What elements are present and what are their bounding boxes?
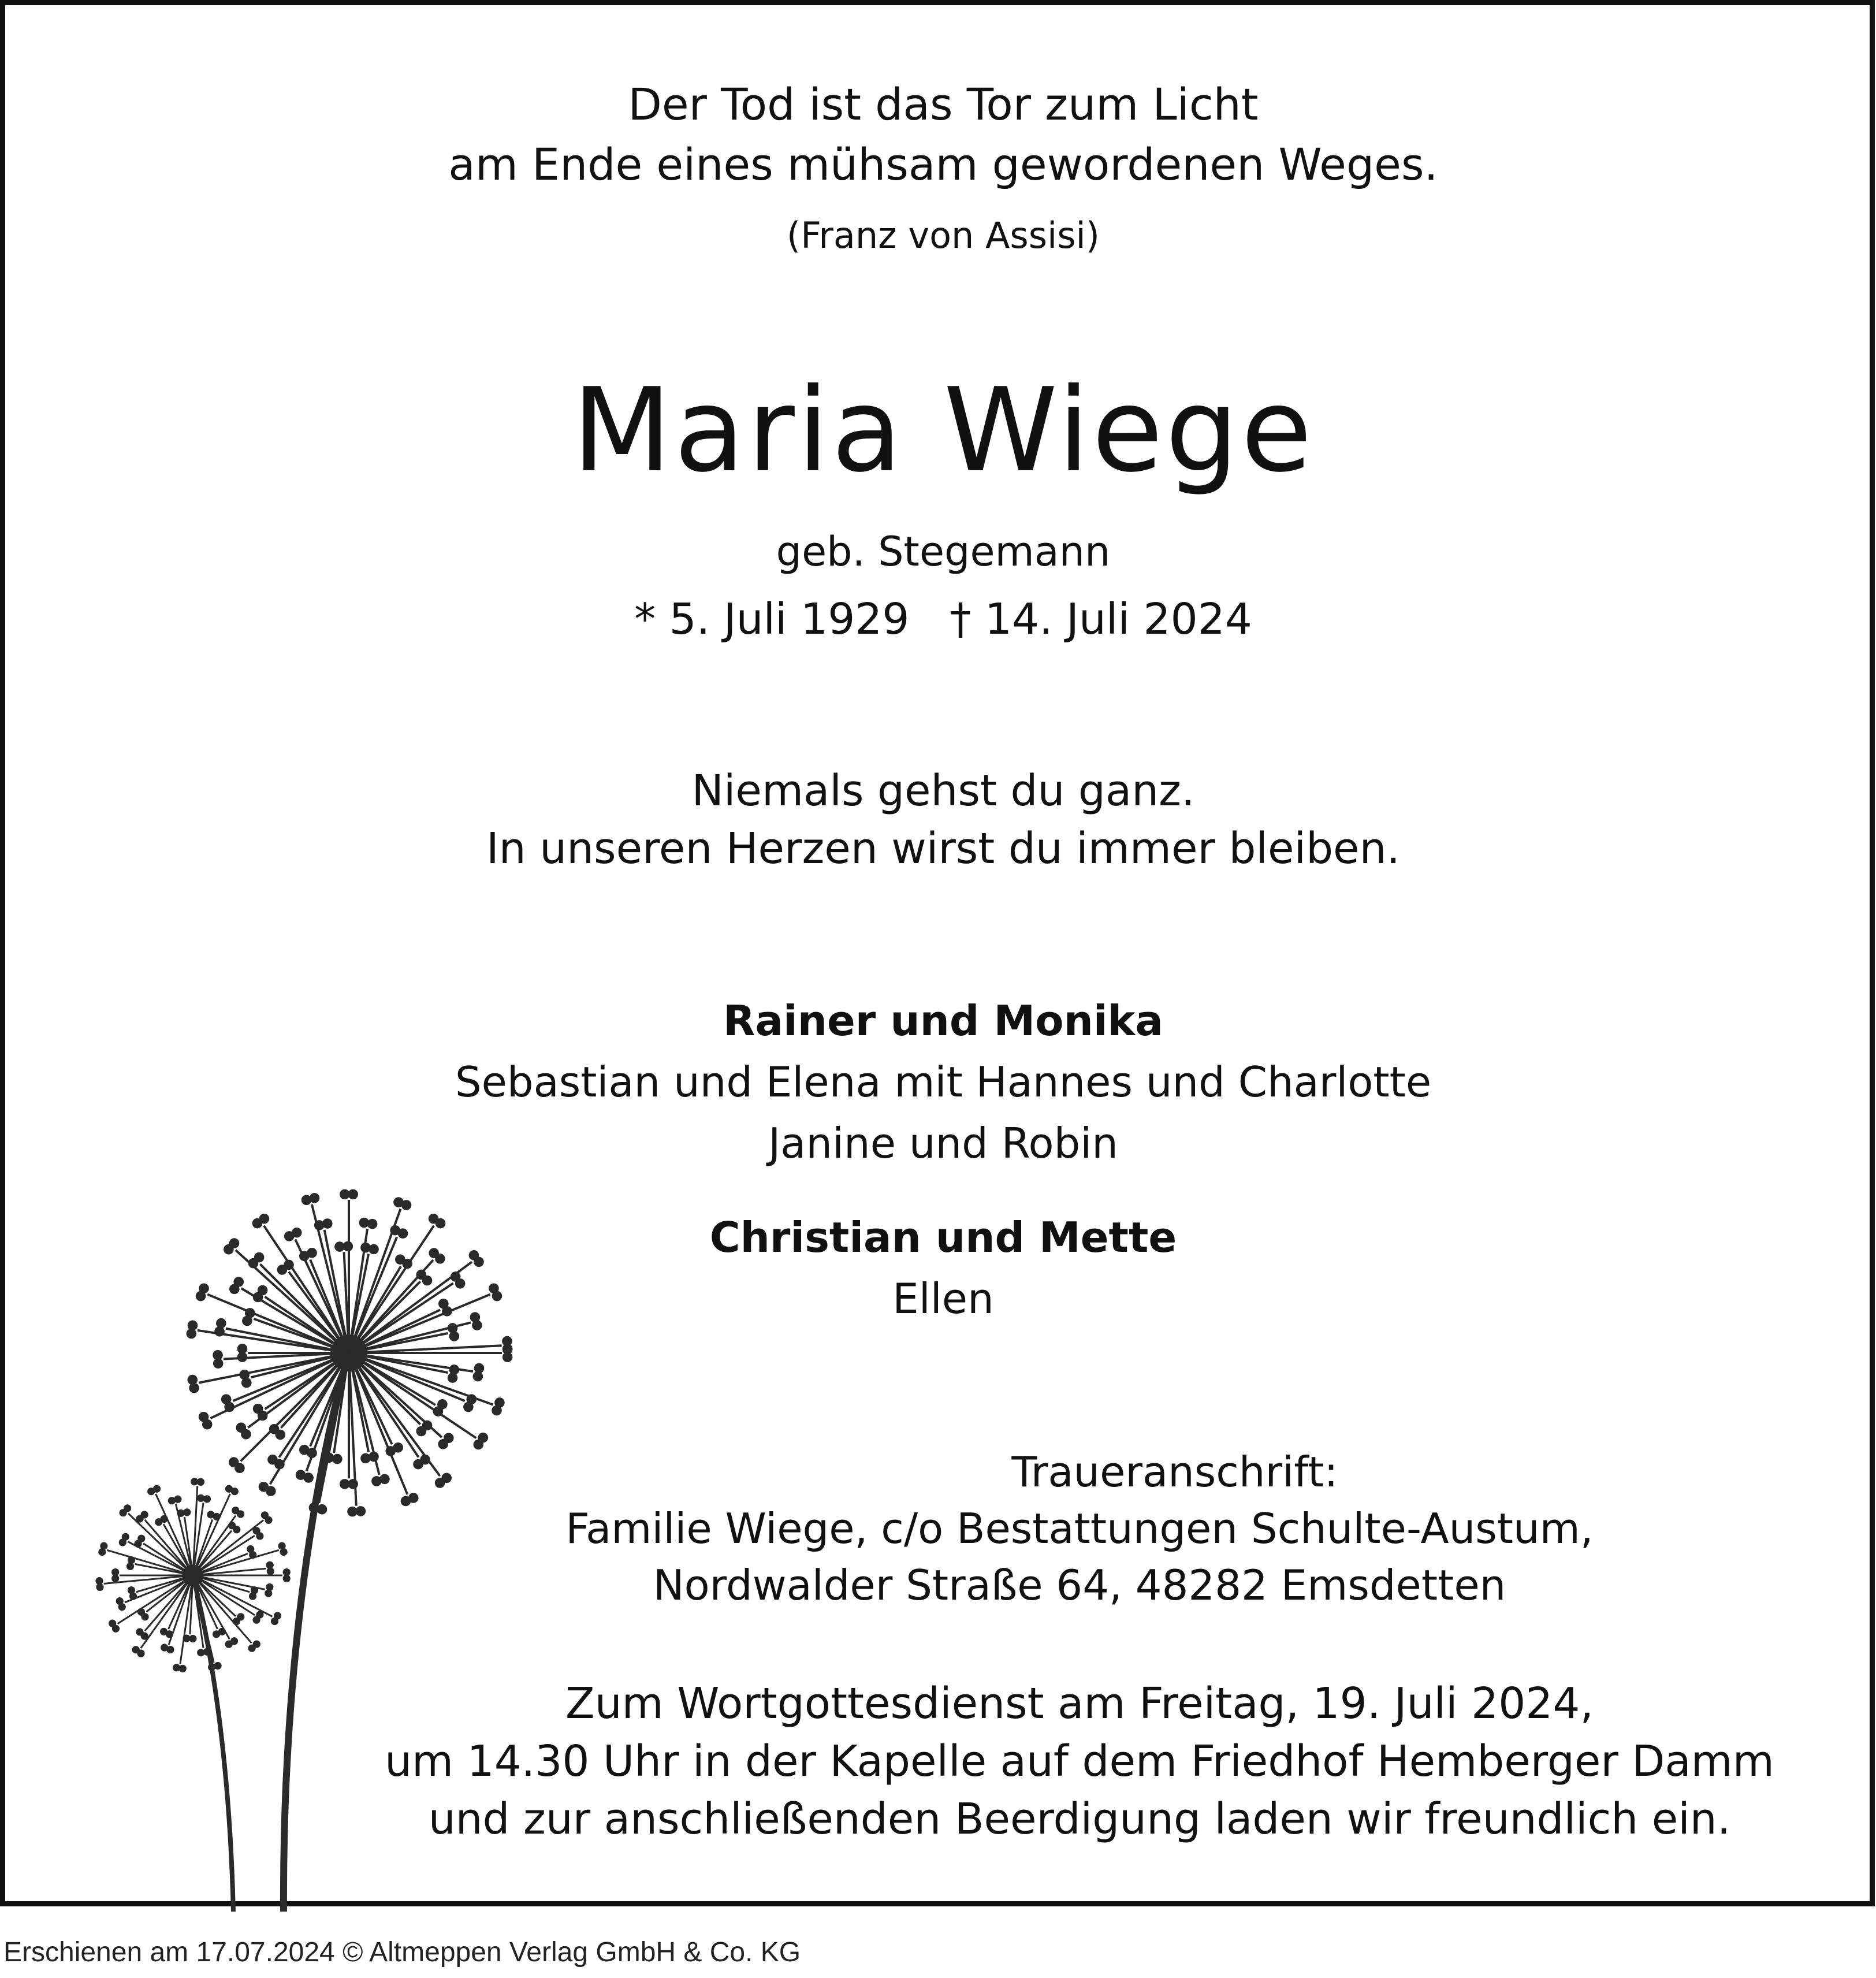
publication-footer: Erschienen am 17.07.2024 © Altmeppen Verlag GmbH & Co. KG [3,1937,801,1968]
comfort-text [5,762,1876,878]
address-line-1: Familie Wiege, c/o Bestattungen Schulte-Austum, [565,1504,1594,1553]
service-line-3: und zur anschließenden Beerdigung laden wir freundlich ein. [428,1794,1731,1844]
quote-line-1: Der Tod ist das Tor zum Licht [628,79,1259,130]
life-dates [5,594,1876,644]
opening-quote [5,75,1876,195]
quote-source: (Franz von Assisi) [787,214,1100,256]
mourner-head: Christian und Mette [709,1213,1177,1262]
mourner-head: Rainer und Monika [723,997,1163,1045]
service-line-2: um 14.30 Uhr in der Kapelle auf dem Friedhof Hemberger Damm [385,1737,1774,1786]
mourner-line: Janine und Robin [768,1119,1118,1168]
comfort-line-1: Niemals gehst du ganz. [691,766,1195,816]
birth-date: * 5. Juli 1929 [634,594,910,644]
address-title: Traueranschrift: [1011,1448,1338,1496]
death-date: † 14. Juli 2024 [950,594,1252,644]
mourner-group-1 [5,990,1876,1174]
mourner-line: Sebastian und Elena mit Hannes und Charlotte [455,1058,1432,1106]
dandelion-icon [86,1161,525,1912]
address-line-2: Nordwalder Straße 64, 48282 Emsdetten [653,1561,1506,1609]
comfort-line-2: In unseren Herzen wirst du immer bleiben. [486,824,1400,873]
mourning-address [386,1444,1773,1613]
mourner-line: Ellen [892,1274,994,1323]
service-line-1: Zum Wortgottesdienst am Freitag, 19. Juli 2024, [565,1679,1594,1728]
birth-name: geb. Stegemann [776,528,1111,575]
deceased-name: Maria Wiege [572,363,1315,498]
quote-line-2: am Ende eines mühsam gewordenen Weges. [448,139,1438,190]
service-invitation [340,1675,1819,1848]
